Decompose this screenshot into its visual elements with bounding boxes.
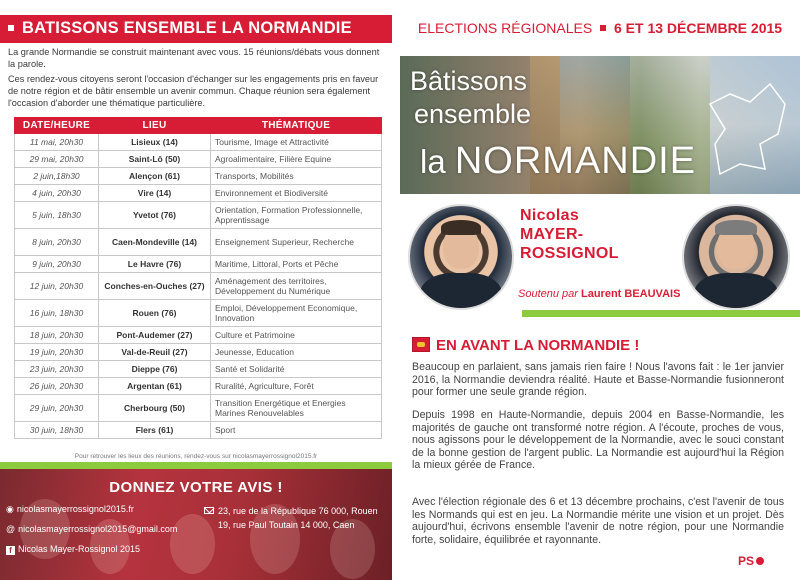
globe-icon: ◉ (6, 504, 14, 514)
table-cell-lieu: Flers (61) (99, 422, 211, 439)
green-divider (522, 310, 800, 317)
address-2-text: 19, rue Paul Toutain 14 000, Caen (218, 520, 355, 530)
square-bullet-icon (8, 25, 14, 31)
fold-gutter (392, 0, 400, 580)
table-cell-date: 16 juin, 18h30 (15, 300, 99, 327)
green-divider (0, 462, 392, 469)
paragraph-3: Avec l'élection régionale des 6 et 13 décembre prochains, c'est l'avenir de tous les Normands qui est en jeu. La Normandie mérite une vision et un projet. Dès aujourd'hui, écrivons ensemble l'avenir de notre région, pour une Normandie forte, solidaire, équilibrée et rayonnante. (412, 496, 784, 546)
table-cell-lieu: Le Havre (76) (99, 256, 211, 273)
table-row (15, 273, 382, 300)
column-header-thematique: THÉMATIQUE (211, 118, 382, 134)
table-cell-date: 8 juin, 20h30 (15, 229, 99, 256)
table-cell-date: 26 juin, 20h30 (15, 378, 99, 395)
table-cell-lieu: Lisieux (14) (99, 134, 211, 151)
table-row (15, 344, 382, 361)
candidate-block (400, 196, 800, 316)
audience-photo-section (0, 469, 392, 580)
website-link[interactable]: nicolasmayerrossignol2015.fr (16, 504, 134, 514)
table-row (15, 134, 382, 151)
intro-paragraph-2: Ces rendez-vous citoyens seront l'occasion d'échanger sur les engagements pris en faveur de notre région et de bâtir ensemble un avenir commun. Chaque réunion sera également l'occasion d'aborder une thématique particulière. (8, 74, 379, 108)
address-1-text: 23, rue de la République 76 000, Rouen (218, 506, 378, 516)
table-cell-thematique: Emploi, Développement Economique, Innovation (211, 300, 382, 327)
table-cell-date: 19 juin, 20h30 (15, 344, 99, 361)
table-cell-thematique: Ruralité, Agriculture, Forêt (211, 378, 382, 395)
table-cell-lieu: Caen-Mondeville (14) (99, 229, 211, 256)
table-cell-lieu: Pont-Audemer (27) (99, 327, 211, 344)
table-row (15, 378, 382, 395)
banner-title-la: la (420, 143, 446, 180)
candidate-hair (441, 220, 482, 234)
table-cell-thematique: Agroalimentaire, Filière Equine (211, 151, 382, 168)
envelope-icon (204, 507, 214, 514)
audience-figure (170, 514, 215, 574)
table-cell-date: 5 juin, 18h30 (15, 202, 99, 229)
table-cell-thematique: Orientation, Formation Professionnelle, Apprentissage (211, 202, 382, 229)
table-cell-thematique: Aménagement des territoires, Développement du Numérique (211, 273, 382, 300)
table-row (15, 395, 382, 422)
left-panel (0, 0, 392, 580)
table-cell-date: 30 juin, 18h30 (15, 422, 99, 439)
candidate-name (520, 206, 619, 263)
table-cell-lieu: Vire (14) (99, 185, 211, 202)
normandie-map-outline-icon (700, 74, 790, 179)
table-row (15, 185, 382, 202)
table-cell-lieu: Rouen (76) (99, 300, 211, 327)
table-cell-date: 18 juin, 20h30 (15, 327, 99, 344)
facebook-link[interactable]: Nicolas Mayer-Rossignol 2015 (18, 544, 141, 554)
table-cell-thematique: Maritime, Littoral, Ports et Pêche (211, 256, 382, 273)
address-2 (218, 520, 354, 530)
table-row (15, 361, 382, 378)
table-cell-date: 29 mai, 20h30 (15, 151, 99, 168)
soutien-name: Laurent BEAUVAIS (581, 288, 681, 300)
column-header-date: DATE/HEURE (15, 118, 99, 134)
table-cell-date: 11 mai, 20h30 (15, 134, 99, 151)
banner-title-line-3 (420, 140, 696, 183)
table-cell-thematique: Enseignement Superieur, Recherche (211, 229, 382, 256)
table-cell-lieu: Cherbourg (50) (99, 395, 211, 422)
left-header (0, 15, 392, 43)
website-contact (6, 504, 134, 515)
table-cell-thematique: Tourisme, Image et Attractivité (211, 134, 382, 151)
facebook-icon: f (6, 546, 15, 555)
table-cell-date: 29 juin, 20h30 (15, 395, 99, 422)
paragraph-2: Depuis 1998 en Haute-Normandie, depuis 2004 en Basse-Normandie, les majorités de gauche ont transformé notre région. A l'écoute, proches de vous, nous agissons pour le développement de la Normandie, avec le souci constant de la bonne gestion de l'argent public. La Normandie est aujourd'hui la Région la mieux gérée de France. (412, 409, 784, 472)
table-cell-date: 4 juin, 20h30 (15, 185, 99, 202)
table-row (15, 202, 382, 229)
table-cell-lieu: Yvetot (76) (99, 202, 211, 229)
right-panel (400, 0, 800, 580)
banner-title-line-2: ensemble (414, 99, 532, 129)
table-row (15, 229, 382, 256)
avis-title: DONNEZ VOTRE AVIS ! (109, 479, 283, 496)
elections-label: ELECTIONS RÉGIONALES (417, 20, 593, 36)
section-heading (412, 337, 800, 355)
square-separator-icon (600, 25, 606, 31)
website-note: Pour retrouver les lieux des réunions, rendez-vous sur nicolasmayerrossignol2015.fr (74, 453, 318, 460)
candidate-photo (408, 204, 514, 310)
normandie-flag-icon (412, 337, 430, 352)
normandie-banner (400, 56, 800, 194)
facebook-contact (6, 544, 140, 555)
table-cell-thematique: Transports, Mobilités (211, 168, 382, 185)
table-cell-date: 9 juin, 20h30 (15, 256, 99, 273)
soutien-line (518, 288, 680, 300)
address-1 (204, 506, 378, 516)
banner-title-normandie: NORMANDIE (454, 140, 697, 182)
table-cell-thematique: Environnement et Biodiversité (211, 185, 382, 202)
elections-header (400, 20, 800, 36)
meetings-table (14, 117, 382, 439)
table-row (15, 300, 382, 327)
candidate-suit (420, 273, 502, 310)
table-cell-thematique: Sport (211, 422, 382, 439)
email-contact (6, 524, 177, 534)
intro-paragraph-1: La grande Normandie se construit maintenant avec vous. 15 réunions/débats vous donnent la parole. (8, 47, 380, 69)
supporter-photo (682, 204, 790, 310)
table-row (15, 327, 382, 344)
table-cell-thematique: Jeunesse, Education (211, 344, 382, 361)
table-cell-date: 12 juin, 20h30 (15, 273, 99, 300)
table-row (15, 422, 382, 439)
table-cell-lieu: Dieppe (76) (99, 361, 211, 378)
soutien-prefix: Soutenu par (518, 288, 578, 300)
table-cell-lieu: Alençon (61) (99, 168, 211, 185)
section-title: EN AVANT LA NORMANDIE ! (436, 337, 640, 354)
table-cell-lieu: Val-de-Reuil (27) (99, 344, 211, 361)
table-row (15, 151, 382, 168)
left-header-title: BATISSONS ENSEMBLE LA NORMANDIE (22, 19, 352, 37)
column-header-lieu: LIEU (99, 118, 211, 134)
at-icon: @ (6, 524, 16, 534)
party-logo (738, 554, 764, 568)
table-cell-date: 2 juin,18h30 (15, 168, 99, 185)
elections-dates: 6 ET 13 DÉCEMBRE 2015 (613, 20, 783, 36)
email-link[interactable]: nicolasmayerrossignol2015@gmail.com (18, 524, 178, 534)
supporter-suit (694, 273, 777, 310)
table-cell-thematique: Santé et Solidarité (211, 361, 382, 378)
party-name: PS (738, 554, 755, 568)
table-header-row (15, 118, 382, 134)
table-cell-thematique: Transition Energétique et Energies Marines Renouvelables (211, 395, 382, 422)
table-row (15, 256, 382, 273)
paragraph-1: Beaucoup en parlaient, sans jamais rien faire ! Nous l'avons fait : le 1er janvier 2016, la Normandie deviendra réalité. Haute et Basse-Normandie fusionneront pour former une seule grande région. (412, 361, 784, 399)
table-cell-lieu: Conches-en-Ouches (27) (99, 273, 211, 300)
supporter-hair (715, 220, 757, 234)
table-cell-date: 23 juin, 20h30 (15, 361, 99, 378)
table-row (15, 168, 382, 185)
table-cell-lieu: Argentan (61) (99, 378, 211, 395)
banner-title-line-1: Bâtissons (410, 66, 528, 96)
table-cell-thematique: Culture et Patrimoine (211, 327, 382, 344)
candidate-first-name: Nicolas (520, 207, 580, 224)
table-cell-lieu: Saint-Lô (50) (99, 151, 211, 168)
candidate-last-name-2: ROSSIGNOL (520, 245, 619, 262)
rose-icon (756, 557, 764, 565)
candidate-last-name-1: MAYER- (520, 226, 584, 243)
